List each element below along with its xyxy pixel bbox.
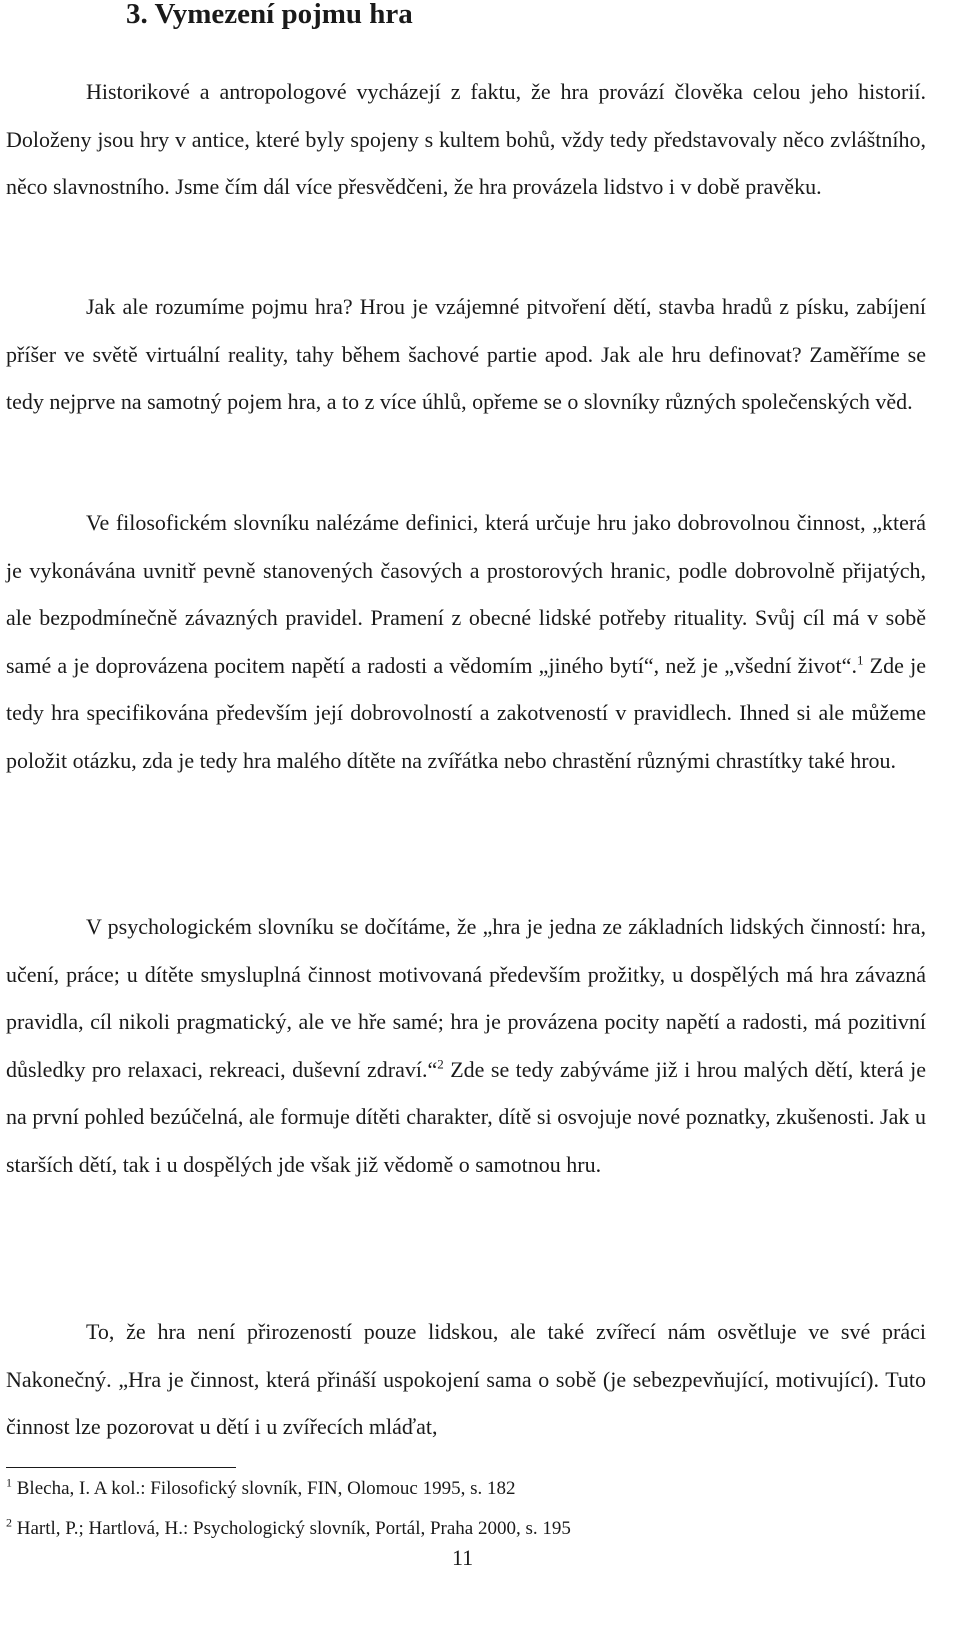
footnote-reference: 1: [856, 652, 864, 668]
footnote-text: Blecha, I. A kol.: Filosofický slovník, FIN, Olomouc 1995, s. 182: [12, 1478, 516, 1499]
page-number: 11: [452, 1545, 474, 1570]
paragraph-text: Zde se tedy zabýváme již i hrou malých dětí, která je na první pohled bezúčelná, ale formuje dítěti charakter, dítě si osvojuje nové poznatky, zkušenosti. Jak u starších dětí, tak i u dospělých jde však již vědomě o samotnou hru.: [6, 1056, 927, 1177]
footnote-text: Hartl, P.; Hartlová, H.: Psychologický slovník, Portál, Praha 2000, s. 195: [12, 1518, 571, 1539]
paragraph-text: V psychologickém slovníku se dočítáme, že „hra je jedna ze základních lidských činností: hra, učení, práce; u dítěte smysluplná činnost motivovaná především prožitky, u dospělých má hra závazná pravidla, cíl nikoli pragmatický, ale ve hře samé; hra je provázena pocity napětí a radosti, má pozitivní důsledky pro relaxaci, rekreaci, duševní zdraví.“: [6, 914, 926, 1082]
paragraph-text: Zde je tedy hra specifikována především její dobrovolností a zakotveností v pravidlech. Ihned si ale můžeme položit otázku, zda je tedy hra malého dítěte na zvířátka nebo chrastění různými chrastítky také hrou.: [6, 652, 926, 773]
footnote-item: [6, 1476, 516, 1502]
paragraph-history: Historikové a antropologové vycházejí z faktu, že hra provází člověka celou jeho historií. Doloženy jsou hry v antice, které byly spojeny s kultem bohů, vždy tedy představovaly něco zvláštního, něco slavnostního. Jsme čím dál více přesvědčeni, že hra provázela lidstvo i v době pravěku.: [6, 79, 926, 199]
paragraph-animal-play: To, že hra není přirozeností pouze lidskou, ale také zvířecí nám osvětluje ve své práci Nakonečný. „Hra je činnost, která přináší uspokojení sama o sobě (je sebezpevňující, motivující). Tuto činnost lze pozorovat u dětí i u zvířecích mláďat,: [6, 1319, 926, 1439]
footnote-item: [6, 1516, 571, 1542]
paragraph-text: Ve filosofickém slovníku nalézáme definici, která určuje hru jako dobrovolnou činnost, „která je vykonávána uvnitř pevně stanovených časových a prostorových hranic, podle dobrovolně přijatých, ale bezpodmínečně závazných pravidel. Pramení z obecné lidské potřeby rituality. Svůj cíl má v sobě samé a je doprovázena pocitem napětí a radosti a vědomím „jiného bytí“, než je „všední život“.: [6, 510, 926, 678]
footnote-separator: [6, 1467, 236, 1468]
footnote-mark: 2: [6, 1515, 12, 1530]
paragraph-understanding: Jak ale rozumíme pojmu hra? Hrou je vzájemné pitvoření dětí, stavba hradů z písku, zabíjení příšer ve světě virtuální reality, tahy během šachové partie apod. Jak ale hru definovat? Zaměříme se tedy nejprve na samotný pojem hra, a to z více úhlů, opřeme se o slovníky různých společenských věd.: [6, 294, 926, 414]
footnote-mark: 1: [6, 1475, 12, 1490]
paragraph-philosophical-definition: [6, 499, 926, 784]
section-heading: 3. Vymezení pojmu hra: [126, 0, 413, 30]
footnote-reference: 2: [437, 1056, 444, 1072]
paragraph-psychological-definition: [6, 903, 926, 1188]
